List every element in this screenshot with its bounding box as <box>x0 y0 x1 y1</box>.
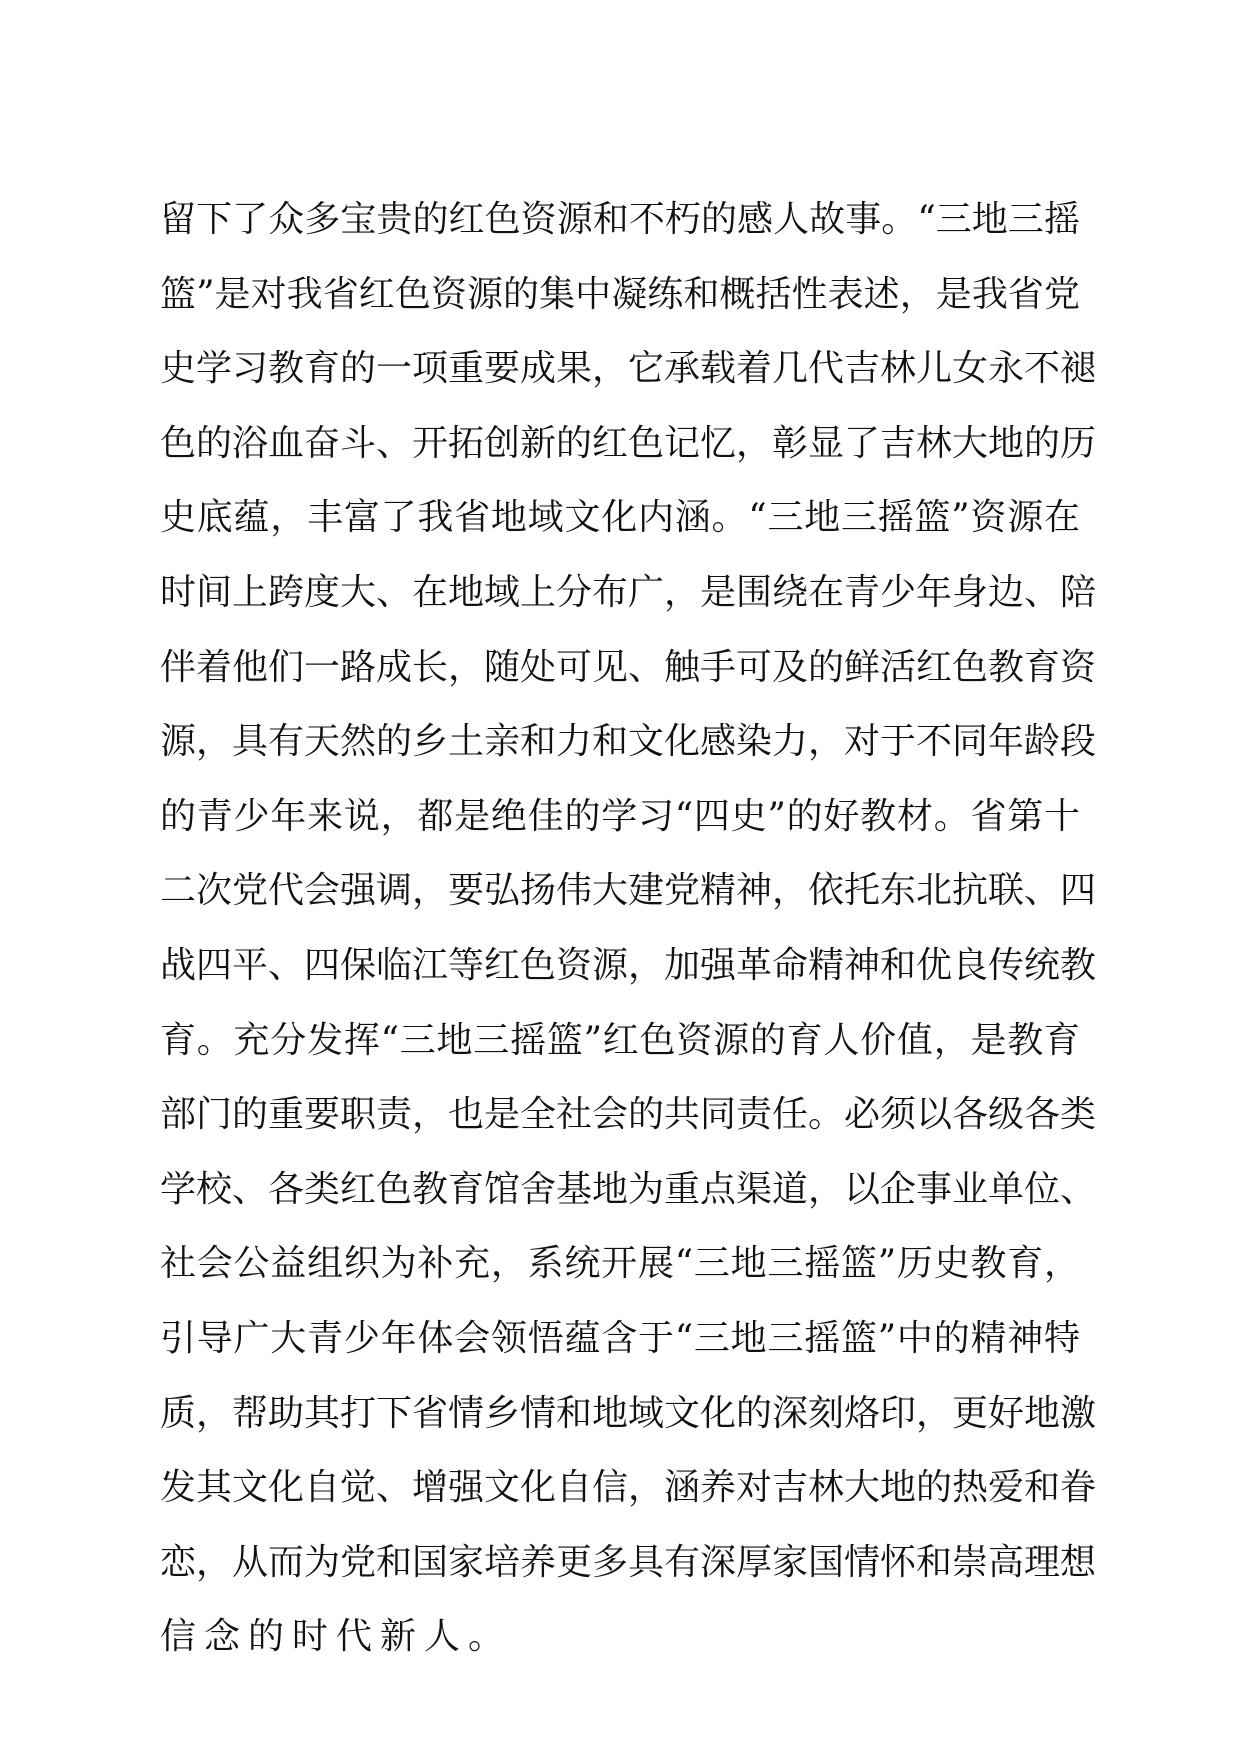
text-line: 学校、各类红色教育馆舍基地为重点渠道，以企事业单位、 <box>160 1168 1097 1210</box>
text-line: 的青少年来说，都是绝佳的学习“四史”的好教材。省第十 <box>160 795 1080 837</box>
text-line: 留下了众多宝贵的红色资源和不朽的感人故事。“三地三摇 <box>160 199 1080 240</box>
text-line: 引导广大青少年体会领悟蕴含于“三地三摇篮”中的精神特 <box>160 1317 1080 1359</box>
text-line: 伴着他们一路成长，随处可见、触手可及的鲜活红色教育资 <box>160 646 1097 688</box>
text-line-last: 信念的时代新人。 <box>160 1616 513 1658</box>
text-line: 育。充分发挥“三地三摇篮”红色资源的育人价值，是教育 <box>160 1019 1080 1061</box>
body-paragraph <box>160 190 1097 1682</box>
text-line: 部门的重要职责，也是全社会的共同责任。必须以各级各类 <box>160 1094 1097 1136</box>
text-line: 战四平、四保临江等红色资源，加强革命精神和优良传统教 <box>160 944 1097 986</box>
text-line: 时间上跨度大、在地域上分布广，是围绕在青少年身边、陪 <box>160 571 1097 613</box>
text-line: 恋，从而为党和国家培养更多具有深厚家国情怀和崇高理想 <box>160 1541 1097 1583</box>
text-line: 二次党代会强调，要弘扬伟大建党精神，依托东北抗联、四 <box>160 870 1097 912</box>
text-line: 质，帮助其打下省情乡情和地域文化的深刻烙印，更好地激 <box>160 1392 1097 1434</box>
text-line: 社会公益组织为补充，系统开展“三地三摇篮”历史教育， <box>160 1243 1080 1285</box>
text-line: 史学习教育的一项重要成果，它承载着几代吉林儿女永不褪 <box>160 348 1097 390</box>
text-line: 发其文化自觉、增强文化自信，涵养对吉林大地的热爱和眷 <box>160 1467 1097 1509</box>
text-line: 源，具有天然的乡土亲和力和文化感染力，对于不同年龄段 <box>160 721 1097 763</box>
text-line: 史底蕴，丰富了我省地域文化内涵。“三地三摇篮”资源在 <box>160 497 1080 539</box>
text-line: 篮”是对我省红色资源的集中凝练和概括性表述，是我省党 <box>160 273 1080 315</box>
text-line: 色的浴血奋斗、开拓创新的红色记忆，彰显了吉林大地的历 <box>160 422 1097 464</box>
